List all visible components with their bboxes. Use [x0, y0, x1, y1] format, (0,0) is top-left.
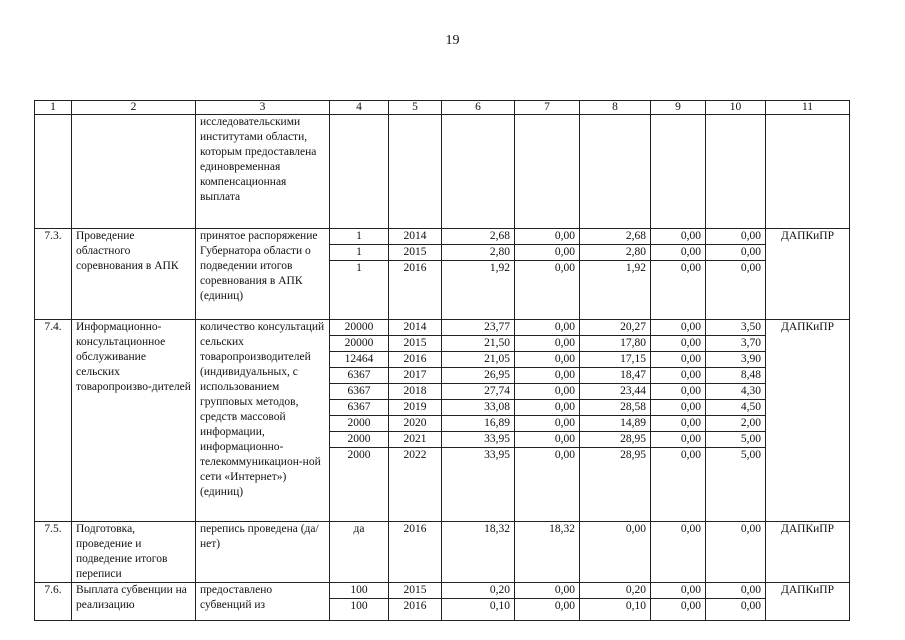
s74-year: 2015	[389, 336, 442, 352]
s75-total: 18,32	[442, 522, 515, 583]
cont-name	[72, 115, 196, 229]
s74-indicator: количество консультаций сельских товаропроизводителей (индивидуальных, с использованием групповых методов, средств массовой информации, информационно-телекоммуникацион-ной сети «Интернет») (единиц)	[196, 320, 330, 522]
s74-federal: 0,00	[515, 368, 580, 384]
s74-other: 5,00	[706, 432, 766, 448]
s74-regional: 28,95	[580, 448, 651, 522]
s74-value: 20000	[330, 336, 389, 352]
s74-total: 16,89	[442, 416, 515, 432]
cont-c10	[706, 115, 766, 229]
s76-value: 100	[330, 583, 389, 599]
s76-year: 2016	[389, 599, 442, 621]
s73-federal: 0,00	[515, 229, 580, 245]
s73-year: 2015	[389, 245, 442, 261]
header-col-2: 2	[72, 101, 196, 115]
s75-name: Подготовка, проведение и подведение итогов переписи	[72, 522, 196, 583]
s76-federal: 0,00	[515, 583, 580, 599]
s73-number: 7.3.	[35, 229, 72, 320]
cont-c7	[515, 115, 580, 229]
header-col-10: 10	[706, 101, 766, 115]
header-col-7: 7	[515, 101, 580, 115]
s76-other: 0,00	[706, 599, 766, 621]
s74-value: 6367	[330, 368, 389, 384]
s73-organization: ДАПКиПР	[766, 229, 850, 320]
s75-number: 7.5.	[35, 522, 72, 583]
s73-federal: 0,00	[515, 261, 580, 320]
header-col-11: 11	[766, 101, 850, 115]
s74-year: 2021	[389, 432, 442, 448]
s75-regional: 0,00	[580, 522, 651, 583]
cont-c4	[330, 115, 389, 229]
s74-regional: 28,95	[580, 432, 651, 448]
s74-value: 20000	[330, 320, 389, 336]
s74-other: 5,00	[706, 448, 766, 522]
header-col-3: 3	[196, 101, 330, 115]
s74-year: 2017	[389, 368, 442, 384]
s74-total: 33,08	[442, 400, 515, 416]
header-col-4: 4	[330, 101, 389, 115]
cont-no	[35, 115, 72, 229]
s74-other: 8,48	[706, 368, 766, 384]
s74-local: 0,00	[651, 336, 706, 352]
s74-value: 6367	[330, 384, 389, 400]
s76-row	[35, 583, 850, 599]
cont-c6	[442, 115, 515, 229]
s75-local: 0,00	[651, 522, 706, 583]
s73-regional: 2,68	[580, 229, 651, 245]
s74-regional: 23,44	[580, 384, 651, 400]
program-table	[34, 100, 850, 621]
s74-other: 4,50	[706, 400, 766, 416]
s73-row	[35, 229, 850, 245]
continuation-row	[35, 115, 850, 229]
s74-local: 0,00	[651, 448, 706, 522]
s74-name: Информационно-консультационное обслуживание сельских товаропроизво-дителей	[72, 320, 196, 522]
s75-federal: 18,32	[515, 522, 580, 583]
s76-year: 2015	[389, 583, 442, 599]
s74-total: 33,95	[442, 448, 515, 522]
header-col-6: 6	[442, 101, 515, 115]
s74-federal: 0,00	[515, 448, 580, 522]
cont-c5	[389, 115, 442, 229]
s76-local: 0,00	[651, 583, 706, 599]
s76-indicator: предоставлено субвенций из	[196, 583, 330, 621]
s74-total: 21,50	[442, 336, 515, 352]
s74-local: 0,00	[651, 400, 706, 416]
s74-local: 0,00	[651, 368, 706, 384]
s73-other: 0,00	[706, 229, 766, 245]
s74-year: 2020	[389, 416, 442, 432]
s74-other: 3,70	[706, 336, 766, 352]
header-row	[35, 101, 850, 115]
s75-indicator: перепись проведена (да/нет)	[196, 522, 330, 583]
s73-name: Проведение областного соревнования в АПК	[72, 229, 196, 320]
s74-total: 23,77	[442, 320, 515, 336]
s74-year: 2016	[389, 352, 442, 368]
s74-federal: 0,00	[515, 320, 580, 336]
s75-row	[35, 522, 850, 583]
s74-federal: 0,00	[515, 384, 580, 400]
cont-indicator: исследовательскими институтами области, которым предоставлена единовременная компенсационная выплата	[196, 115, 330, 229]
s74-regional: 20,27	[580, 320, 651, 336]
s74-regional: 17,15	[580, 352, 651, 368]
cont-c9	[651, 115, 706, 229]
s74-regional: 28,58	[580, 400, 651, 416]
s73-total: 2,68	[442, 229, 515, 245]
s73-total: 1,92	[442, 261, 515, 320]
s76-regional: 0,20	[580, 583, 651, 599]
s74-total: 33,95	[442, 432, 515, 448]
s74-regional: 14,89	[580, 416, 651, 432]
s76-name: Выплата субвенции на реализацию	[72, 583, 196, 621]
s74-year: 2019	[389, 400, 442, 416]
s76-regional: 0,10	[580, 599, 651, 621]
s74-local: 0,00	[651, 416, 706, 432]
s75-organization: ДАПКиПР	[766, 522, 850, 583]
s74-federal: 0,00	[515, 432, 580, 448]
s74-value: 2000	[330, 432, 389, 448]
s76-value: 100	[330, 599, 389, 621]
s74-total: 21,05	[442, 352, 515, 368]
s73-value: 1	[330, 245, 389, 261]
s74-value: 12464	[330, 352, 389, 368]
s74-value: 6367	[330, 400, 389, 416]
header-col-1: 1	[35, 101, 72, 115]
s76-federal: 0,00	[515, 599, 580, 621]
s73-other: 0,00	[706, 261, 766, 320]
cont-c8	[580, 115, 651, 229]
s74-other: 4,30	[706, 384, 766, 400]
s74-organization: ДАПКиПР	[766, 320, 850, 522]
s74-regional: 17,80	[580, 336, 651, 352]
s73-value: 1	[330, 229, 389, 245]
s74-other: 3,50	[706, 320, 766, 336]
s73-value: 1	[330, 261, 389, 320]
s74-total: 27,74	[442, 384, 515, 400]
s73-local: 0,00	[651, 261, 706, 320]
s74-number: 7.4.	[35, 320, 72, 522]
s74-value: 2000	[330, 416, 389, 432]
s75-year: 2016	[389, 522, 442, 583]
s73-year: 2016	[389, 261, 442, 320]
s74-row	[35, 320, 850, 336]
s74-federal: 0,00	[515, 352, 580, 368]
s73-local: 0,00	[651, 245, 706, 261]
s74-local: 0,00	[651, 320, 706, 336]
s74-local: 0,00	[651, 432, 706, 448]
s75-other: 0,00	[706, 522, 766, 583]
s74-federal: 0,00	[515, 400, 580, 416]
s76-total: 0,20	[442, 583, 515, 599]
s73-indicator: принятое распоряжение Губернатора области о подведении итогов соревнования в АПК (единиц)	[196, 229, 330, 320]
s76-number: 7.6.	[35, 583, 72, 621]
s74-year: 2022	[389, 448, 442, 522]
s73-year: 2014	[389, 229, 442, 245]
s74-local: 0,00	[651, 384, 706, 400]
s73-local: 0,00	[651, 229, 706, 245]
s76-organization: ДАПКиПР	[766, 583, 850, 621]
s73-regional: 2,80	[580, 245, 651, 261]
s73-other: 0,00	[706, 245, 766, 261]
s74-total: 26,95	[442, 368, 515, 384]
s76-local: 0,00	[651, 599, 706, 621]
s74-regional: 18,47	[580, 368, 651, 384]
s74-year: 2014	[389, 320, 442, 336]
s74-federal: 0,00	[515, 336, 580, 352]
s74-value: 2000	[330, 448, 389, 522]
page-number: 19	[445, 33, 460, 48]
s74-other: 2,00	[706, 416, 766, 432]
s73-total: 2,80	[442, 245, 515, 261]
header-col-5: 5	[389, 101, 442, 115]
s74-other: 3,90	[706, 352, 766, 368]
header-col-8: 8	[580, 101, 651, 115]
s76-total: 0,10	[442, 599, 515, 621]
header-col-9: 9	[651, 101, 706, 115]
s74-local: 0,00	[651, 352, 706, 368]
s73-federal: 0,00	[515, 245, 580, 261]
s74-federal: 0,00	[515, 416, 580, 432]
s73-regional: 1,92	[580, 261, 651, 320]
s75-value: да	[330, 522, 389, 583]
s76-other: 0,00	[706, 583, 766, 599]
cont-c11	[766, 115, 850, 229]
s74-year: 2018	[389, 384, 442, 400]
